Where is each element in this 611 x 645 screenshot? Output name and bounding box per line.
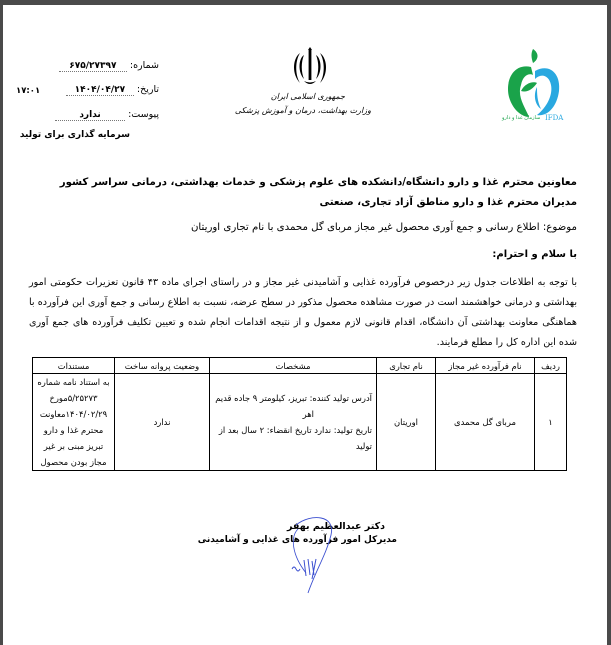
letter-number-label: شماره: <box>129 60 159 71</box>
signatory-title: مدیرکل امور فرآورده های غذایی و آشامیدنی <box>197 535 397 545</box>
col-header-documents: مستندات <box>33 358 115 374</box>
spec-address-cont: اهر <box>302 409 314 419</box>
letter-date-label: تاریخ: <box>136 84 159 95</box>
letter-number-row <box>59 60 159 72</box>
department-slogan: سرمایه گذاری برای تولید <box>19 130 130 140</box>
ifda-logo-icon <box>503 45 563 121</box>
recipient-line-1: معاونین محترم غذا و دارو دانشگاه/دانشکده های علوم پزشکی و خدمات بهداشتی، درمانی سراسر کشور <box>59 177 577 188</box>
letter-number-value: ۶۷۵/۲۷۳۹۷ <box>59 61 127 72</box>
cell-row-no: ۱ <box>535 374 567 471</box>
letter-subject: موضوع: اطلاع رسانی و جمع آوری محصول غیر مجاز مربای گل محمدی با نام تجاری اوریتان <box>190 222 577 233</box>
letter-date-value: ۱۴۰۴/۰۴/۲۷ <box>66 85 134 96</box>
ifda-logo-text-en: IFDA <box>545 114 564 122</box>
col-header-brand: نام تجاری <box>377 358 436 374</box>
letter-date-row <box>66 84 159 96</box>
col-header-license: وضعیت پروانه ساخت <box>115 358 210 374</box>
cell-product: مربای گل محمدی <box>436 374 535 471</box>
cell-specs <box>210 374 377 471</box>
cell-brand: اوریتان <box>377 374 436 471</box>
spec-address: آدرس تولید کننده: تبریز، کیلومتر ۹ جاده قدیم <box>215 393 372 403</box>
emblem-caption-ministry: وزارت بهداشت، درمان و آموزش پزشکی <box>234 106 371 115</box>
table-header-row <box>33 358 567 374</box>
letter-attachment-label: پیوست: <box>128 109 159 120</box>
signatory-name: دکتر عبدالعظیم بهفر <box>286 521 385 532</box>
cell-documents: به استناد نامه شماره ۵/۲۵۲۷۳مورخ ۱۴۰۴/۰۲/۲۹معاونت محترم غذا و دارو تبریز مبنی بر غیر مجاز بودن محصول <box>33 374 115 471</box>
iran-emblem-icon <box>290 45 330 89</box>
letter-time: ۱۷:۰۱ <box>16 86 41 96</box>
letter-greeting: با سلام و احترام: <box>492 249 577 260</box>
emblem-caption-republic: جمهوری اسلامی ایران <box>270 92 345 101</box>
letter-page <box>3 5 607 645</box>
col-header-product: نام فرآورده غیر مجاز <box>436 358 535 374</box>
letter-body: با توجه به اطلاعات جدول زیر درخصوص فرآورده غذایی و آشامیدنی غیر مجاز و در راستای اجرای ماده ۴۳ قانون تعزیرات حکومتی امور بهداشتی و درمانی خواهشمند است در صورت مشاهده محصول مذکور در سطح عرضه، نسبت به اطلاع رسانی و جمع آوری این فرآورده با هماهنگی معاونت بهداشتی آن دانشگاه، اقدام قانونی لازم معمول و از نتیجه اقدامات انجام شده و تعیین تکلیف فرآورده های جمع آوری شده این اداره کل را مطلع فرمایند. <box>29 277 577 348</box>
cell-license-status: ندارد <box>115 374 210 471</box>
ifda-logo-text-fa: سازمان غذا و دارو <box>502 115 541 121</box>
letter-attachment-row <box>55 109 159 121</box>
recipient-line-2: مدیران محترم غذا و دارو مناطق آزاد تجاری، صنعتی <box>319 197 577 208</box>
spec-dates: تاریخ تولید: ندارد تاریخ انقضاء: ۲ سال بعد از تولید <box>218 425 372 451</box>
table-row <box>33 374 567 471</box>
col-header-specs: مشخصات <box>210 358 377 374</box>
handwritten-signature-icon <box>286 515 346 595</box>
products-table <box>32 357 567 471</box>
letter-attachment-value: ندارد <box>55 110 125 121</box>
col-header-row-no: ردیف <box>535 358 567 374</box>
